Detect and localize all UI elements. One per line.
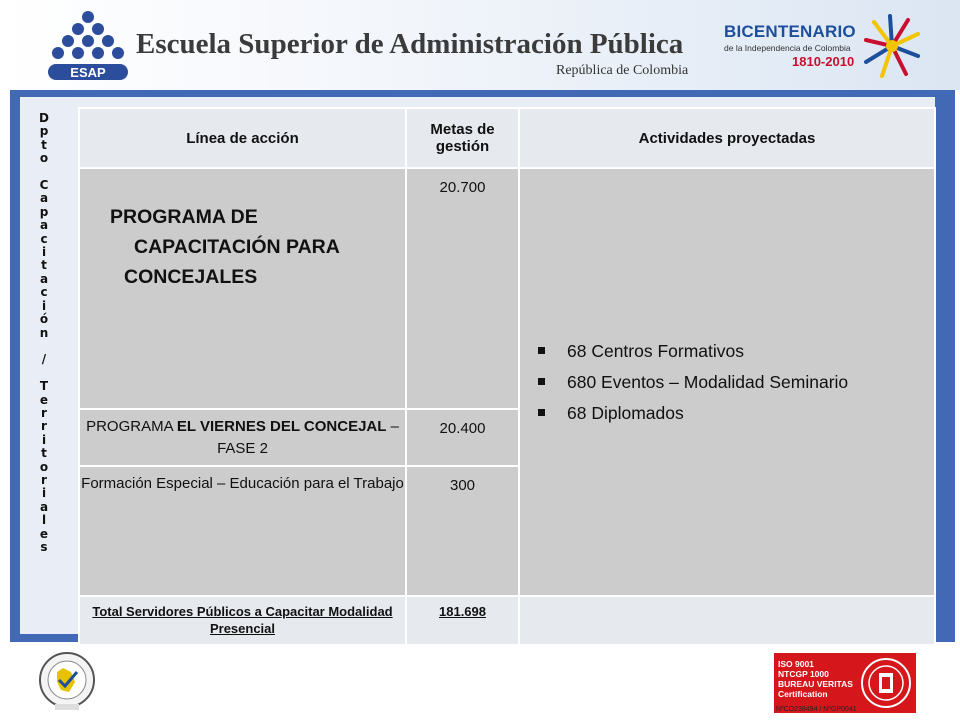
bureau-veritas-certification	[774, 653, 916, 713]
side-label-char: s	[40, 540, 48, 554]
side-label-char: l	[41, 513, 47, 528]
activities-list	[520, 336, 934, 429]
side-label-char: a	[39, 191, 49, 206]
program-formacion-cell: Formación Especial – Educación para el Trabajo	[79, 466, 406, 596]
bureau-veritas-seal-icon	[860, 657, 912, 709]
meta-value: 20.400	[406, 409, 519, 466]
program-line-3: CONCEJALES	[124, 266, 258, 288]
side-label-char: c	[40, 231, 48, 246]
header-linea-accion: Línea de acción	[79, 108, 406, 168]
certification-code: NºCO238494 / NºGP0041	[776, 706, 857, 713]
bicentenario-years: 1810-2010	[792, 54, 855, 69]
header-actividades: Actividades proyectadas	[519, 108, 935, 168]
table-header-row	[79, 108, 935, 168]
side-label-char: i	[41, 245, 47, 260]
side-label-char: n	[39, 325, 49, 340]
logo-text: ESAP	[70, 65, 106, 80]
meta-value: 20.700	[406, 168, 519, 409]
bicentenario-subtitle: de la Independencia de Colombia	[724, 43, 851, 53]
table-total-row	[79, 596, 935, 645]
side-label-char: a	[39, 218, 49, 233]
program-concejales-cell	[79, 168, 406, 409]
side-label-char	[42, 166, 46, 179]
esap-logo-icon	[45, 10, 131, 82]
total-value: 181.698	[406, 596, 519, 645]
side-label-char: D	[39, 111, 49, 125]
side-label-char: e	[39, 526, 49, 541]
activity-item: 680 Eventos – Modalidad Seminario	[534, 367, 934, 398]
side-label-char: p	[39, 124, 49, 139]
activity-item: 68 Centros Formativos	[534, 336, 934, 367]
program-suffix: – FASE 2	[217, 418, 399, 457]
side-label-char: o	[39, 151, 49, 166]
side-label-char: c	[40, 285, 48, 300]
side-label-char: T	[39, 379, 49, 394]
page-header	[0, 0, 960, 90]
certification-text: ISO 9001 NTCGP 1000 BUREAU VERITAS Certification	[778, 659, 853, 699]
side-label-char	[42, 367, 46, 380]
meta-value: 300	[406, 466, 519, 596]
bicentenario-badge	[724, 22, 856, 69]
side-label-char: r	[41, 472, 47, 487]
bicentenario-title: BICENTENARIO	[724, 22, 856, 41]
side-label-char: o	[39, 459, 49, 474]
side-label-char: r	[41, 419, 47, 434]
header-metas-gestion: Metas de gestión	[406, 108, 519, 168]
side-department-label	[34, 112, 54, 632]
side-label-char: i	[41, 298, 47, 313]
action-lines-table	[78, 107, 936, 646]
activities-cell	[519, 168, 935, 596]
side-label-char: ó	[39, 312, 49, 327]
side-label-char: i	[41, 432, 47, 447]
side-label-char	[42, 340, 46, 353]
quality-certification-seal-icon	[33, 650, 101, 714]
total-label: Total Servidores Públicos a Capacitar Modalidad Presencial	[79, 596, 406, 645]
side-label-char: t	[41, 137, 47, 152]
institution-title: Escuela Superior de Administración Pública	[136, 28, 684, 60]
program-line-2: CAPACITACIÓN PARA	[134, 236, 340, 258]
program-viernes-cell	[79, 409, 406, 466]
side-label-char: t	[41, 446, 47, 461]
activity-item: 68 Diplomados	[534, 398, 934, 429]
side-label-char: p	[39, 204, 49, 219]
program-line-1: PROGRAMA DE	[110, 206, 258, 228]
total-empty-cell	[519, 596, 935, 645]
program-bold-name: EL VIERNES DEL CONCEJAL	[176, 418, 387, 435]
side-label-char: r	[41, 405, 47, 420]
institution-subtitle: República de Colombia	[556, 63, 689, 78]
program-prefix: PROGRAMA	[86, 418, 177, 435]
side-label-char: C	[39, 178, 49, 193]
side-label-char: a	[39, 271, 49, 286]
side-label-char: i	[41, 486, 47, 501]
bicentenario-emblem-icon	[862, 12, 922, 80]
side-label-char: e	[39, 392, 49, 407]
side-label-char: a	[39, 499, 49, 514]
side-label-char: t	[41, 258, 47, 273]
side-label-char: /	[41, 352, 47, 367]
table-row	[79, 168, 935, 409]
